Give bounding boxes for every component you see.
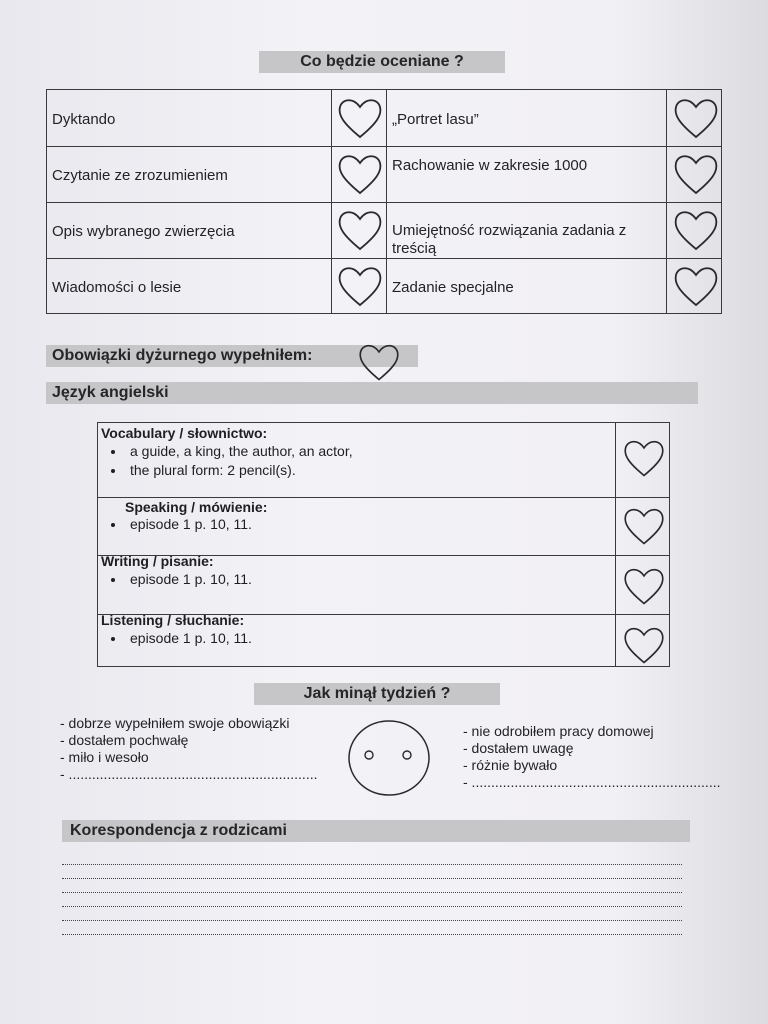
- list-item: • episode 1 p. 10, 11.: [126, 515, 252, 534]
- heart-icon[interactable]: [671, 205, 721, 255]
- list-item: - ................................................................: [463, 774, 721, 790]
- bullet-list: [102, 442, 353, 480]
- list-item: - dostałem pochwałę: [60, 732, 189, 748]
- bullet-list: [102, 570, 252, 589]
- heart-icon[interactable]: [335, 93, 385, 143]
- week-good-list: [60, 715, 340, 783]
- heart-icon[interactable]: [621, 435, 667, 481]
- writing-line[interactable]: [62, 864, 682, 865]
- heart-icon[interactable]: [335, 149, 385, 199]
- heart-icon[interactable]: [621, 503, 667, 549]
- writing-line[interactable]: [62, 934, 682, 935]
- correspondence-title: Korespondencja z rodzicami: [62, 820, 690, 842]
- heart-icon[interactable]: [356, 339, 402, 385]
- assessment-right-item: Umiejętność rozwiązania zadania z treścią: [392, 222, 627, 257]
- writing-line[interactable]: [62, 892, 682, 893]
- assessment-left-item: Dyktando: [52, 111, 116, 128]
- duty-label: Obowiązki dyżurnego wypełniłem:: [52, 347, 313, 364]
- heart-icon[interactable]: [621, 622, 667, 668]
- section-title: Vocabulary / słownictwo:: [101, 425, 268, 441]
- assessment-right-item: Zadanie specjalne: [392, 279, 514, 296]
- assessment-right-item: Rachowanie w zakresie 1000: [392, 157, 588, 174]
- list-item: - różnie bywało: [463, 757, 558, 773]
- section-title: Writing / pisanie:: [101, 553, 214, 569]
- assessment-left-item: Wiadomości o lesie: [52, 279, 182, 296]
- week-bad-list: [463, 723, 721, 791]
- assessment-right-item: „Portret lasu”: [392, 111, 479, 128]
- assessment-grid: [46, 89, 722, 314]
- bullet-list: [102, 515, 252, 534]
- heart-icon[interactable]: [621, 563, 667, 609]
- list-item: - nie odrobiłem pracy domowej: [463, 723, 654, 739]
- english-table: [97, 422, 670, 667]
- list-item: • the plural form: 2 pencil(s).: [126, 461, 353, 480]
- heart-icon[interactable]: [335, 261, 385, 311]
- heart-icon[interactable]: [335, 205, 385, 255]
- assessment-title: Co będzie oceniane ?: [259, 51, 505, 73]
- heart-icon[interactable]: [671, 149, 721, 199]
- heart-icon[interactable]: [671, 261, 721, 311]
- face-icon[interactable]: [346, 718, 432, 798]
- section-title: Listening / słuchanie:: [101, 612, 245, 628]
- list-item: - dobrze wypełniłem swoje obowiązki: [60, 715, 290, 731]
- bullet-list: [102, 629, 252, 648]
- week-title: Jak minął tydzień ?: [254, 683, 500, 705]
- list-item: • episode 1 p. 10, 11.: [126, 570, 252, 589]
- list-item: - dostałem uwagę: [463, 740, 574, 756]
- section-title: Speaking / mówienie:: [125, 499, 268, 515]
- heart-icon[interactable]: [671, 93, 721, 143]
- writing-line[interactable]: [62, 906, 682, 907]
- writing-line[interactable]: [62, 878, 682, 879]
- assessment-left-item: Opis wybranego zwierzęcia: [52, 223, 235, 240]
- writing-line[interactable]: [62, 920, 682, 921]
- list-item: • episode 1 p. 10, 11.: [126, 629, 252, 648]
- list-item: - ................................................................: [60, 766, 318, 782]
- list-item: • a guide, a king, the author, an actor,: [126, 442, 353, 461]
- list-item: - miło i wesoło: [60, 749, 149, 765]
- english-title: Język angielski: [46, 382, 698, 404]
- assessment-left-item: Czytanie ze zrozumieniem: [52, 167, 228, 184]
